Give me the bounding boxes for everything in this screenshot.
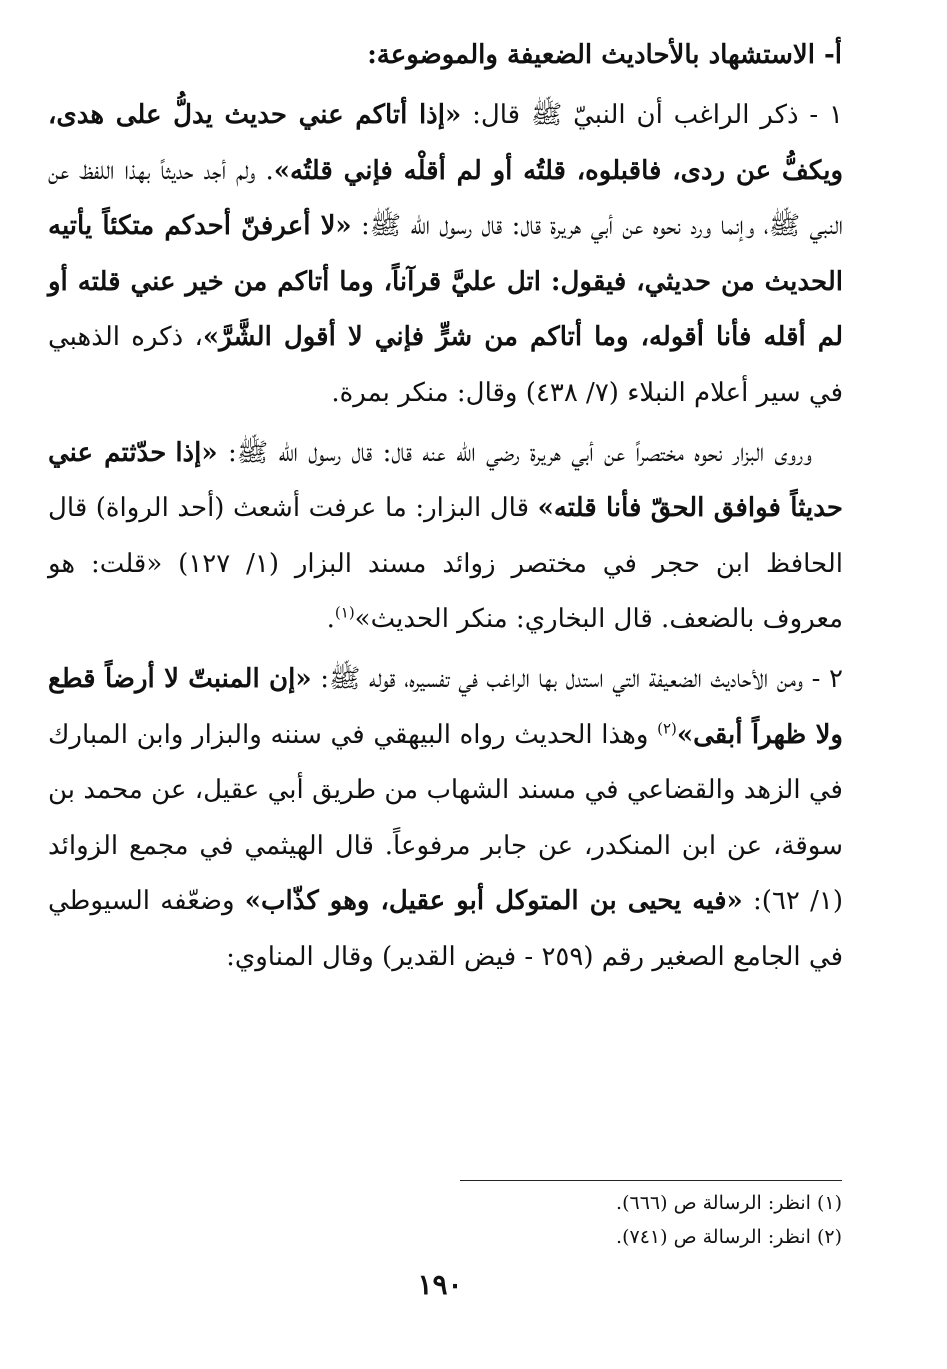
footnote-1: (١) انظر: الرسالة ص (٦٦٦). (616, 1192, 842, 1214)
footnote-2: (٢) انظر: الرسالة ص (٧٤١). (616, 1226, 842, 1248)
text-run: ١ - ذكر الراغب أن النبيّ ﷺ قال: (461, 100, 844, 130)
footnote-divider (460, 1180, 842, 1181)
hadith-quote: «لا أعرفنّ أحدكم متكئاً يأتيه الحديث من حديثي، فيقول: اتل عليَّ قرآناً، وما أتاكم من خير عني قلته أو لم أقله فأنا أقوله، وما أتاكم من شرٍّ فإني لا أقول الشَّرَّ» (48, 211, 844, 353)
text-run: . ولم أجد حديثاً بهذا اللفظ عن النبي ﷺ، وإنما ورد نحوه عن أبي هريرة قال: قال رسول الله ﷺ: (48, 155, 843, 242)
text-run: قال البزار: ما عرفت أشعث (أحد الرواة) قال الحافظ ابن حجر في مختصر زوائد مسند البزار (١/ ١٢٧) «قلت: هو معروف بالضعف. قال البخاري: منكر الحديث» (48, 493, 843, 635)
footnotes (300, 1186, 842, 1254)
paragraph-1 (48, 88, 843, 422)
hadith-quote: «إذا حدّثتم عني حديثاً فوافق الحقّ فأنا قلته» (48, 437, 843, 524)
text-run: ٢ - ومن الأحاديث الضعيفة التي استدل بها الراغب في تفسيره، قوله ﷺ: (311, 663, 844, 694)
hadith-quote: «إن المنبتّ لا أرضاً قطع ولا ظهراً أبقى» (48, 663, 843, 750)
hadith-quote: «إذا أتاكم عني حديث يدلُّ على هدى، ويكفُّ عن ردى، فاقبلوه، قلتُه أو لم أقلْه فإني قلتُه» (48, 100, 844, 186)
text-run: وهذا الحديث رواه البيهقي في سننه والبزار وابن المبارك في الزهد والقضاعي في مسند الشهاب من طريق أبي عقيل، عن محمد بن سوقة، عن ابن المنكدر، عن جابر مرفوعاً. قال الهيثمي في مجمع الزوائد (١/ ٦٢): (48, 719, 844, 917)
text-run: وضعّفه السيوطي في الجامع الصغير رقم (٢٥٩ - فيض القدير) وقال المناوي: (48, 886, 843, 972)
text-run: . (326, 604, 335, 635)
text-run: ، ذكره الذهبي في سير أعلام النبلاء (٧/ ٤٣٨) وقال: منكر بمرة. (48, 322, 843, 408)
main-text (48, 38, 843, 986)
paragraph-3 (48, 652, 843, 986)
hadith-quote: «فيه يحيى بن المتوكل أبو عقيل، وهو كذّاب» (244, 886, 743, 917)
paragraph-2 (48, 426, 843, 648)
section-heading: أ- الاستشهاد بالأحاديث الضعيفة والموضوعة: (367, 40, 842, 70)
footnote-ref: (٢) (657, 718, 677, 737)
text-run: وروى البزار نحوه مختصراً عن أبي هريرة رضي الله عنه قال: قال رسول الله ﷺ: (217, 437, 812, 468)
footnote-ref: (١) (334, 603, 355, 622)
page-number: ١٩٠ (417, 1268, 463, 1301)
